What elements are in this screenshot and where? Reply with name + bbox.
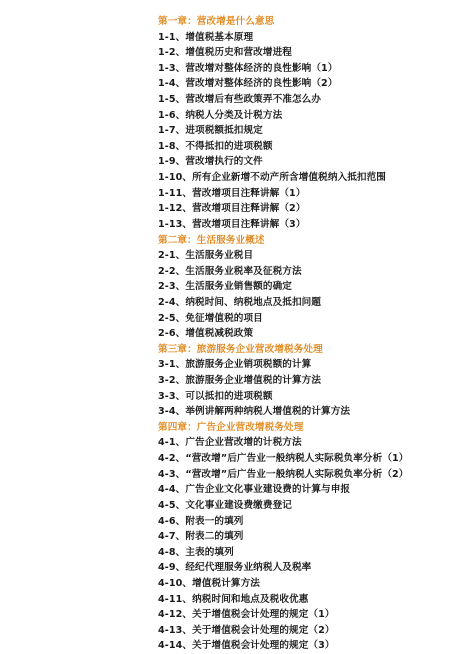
toc-item-title: 关于增值税会计处理的规定（2） <box>192 624 335 636</box>
chapter-heading <box>158 342 468 358</box>
toc-item-title: 可以抵扣的进项税额 <box>185 390 273 402</box>
toc-item <box>158 92 468 108</box>
toc-item-number: 1-6、 <box>158 109 186 121</box>
toc-item-number: 3-3、 <box>158 390 186 402</box>
toc-item-title: 免征增值税的项目 <box>185 312 263 324</box>
toc-item <box>158 154 468 170</box>
table-of-contents <box>158 14 468 654</box>
toc-item-title: 旅游服务企业增值税的计算方法 <box>185 375 322 387</box>
toc-item-title: 所有企业新增不动产所含增值税纳入抵扣范围 <box>192 172 386 184</box>
toc-item <box>158 529 468 545</box>
toc-item-title: 增值税历史和营改增进程 <box>185 47 292 59</box>
toc-item-number: 4-10、 <box>158 577 193 589</box>
toc-item-number: 1-12、 <box>158 203 193 215</box>
toc-item-number: 3-1、 <box>158 359 186 371</box>
toc-item-title: 生活服务业销售额的确定 <box>185 281 292 293</box>
toc-item <box>158 76 468 92</box>
toc-item <box>158 311 468 327</box>
toc-item-number: 1-9、 <box>158 156 186 168</box>
toc-item <box>158 30 468 46</box>
toc-item-number: 3-2、 <box>158 375 186 387</box>
toc-item-number: 2-4、 <box>158 296 186 308</box>
toc-item <box>158 623 468 639</box>
toc-item-title: 营改增项目注释讲解（1） <box>192 187 306 199</box>
toc-item <box>158 607 468 623</box>
toc-item-number: 1-11、 <box>158 187 193 199</box>
toc-item-title: 营改增执行的文件 <box>185 156 263 168</box>
toc-item-number: 4-8、 <box>158 546 186 558</box>
toc-item <box>158 498 468 514</box>
toc-item-title: 纳税时间和地点及税收优惠 <box>192 593 309 605</box>
toc-item-title: 主表的填列 <box>185 546 234 558</box>
toc-item <box>158 451 468 467</box>
toc-item-number: 1-7、 <box>158 125 186 137</box>
toc-item-number: 4-1、 <box>158 437 186 449</box>
toc-item-number: 1-5、 <box>158 94 186 106</box>
toc-item-number: 4-14、 <box>158 640 193 652</box>
toc-item <box>158 389 468 405</box>
toc-item-number: 2-5、 <box>158 312 186 324</box>
toc-item-number: 4-4、 <box>158 484 186 496</box>
toc-item <box>158 435 468 451</box>
toc-item <box>158 638 468 654</box>
toc-item-title: 不得抵扣的进项税额 <box>185 140 273 152</box>
toc-item-title: 营改增对整体经济的良性影响（1） <box>185 62 338 74</box>
chapter-title: 第三章：旅游服务企业营改增税务处理 <box>158 343 323 355</box>
toc-item-number: 4-7、 <box>158 531 186 543</box>
toc-item-number: 4-9、 <box>158 562 186 574</box>
toc-item <box>158 545 468 561</box>
toc-item <box>158 373 468 389</box>
chapter-title: 第四章：广告企业营改增税务处理 <box>158 421 304 433</box>
toc-item-title: 纳税人分类及计税方法 <box>185 109 283 121</box>
toc-item-title: 关于增值税会计处理的规定（1） <box>192 609 335 621</box>
toc-item <box>158 576 468 592</box>
toc-item-title: 营改增对整体经济的良性影响（2） <box>185 78 338 90</box>
toc-item-title: 营改增项目注释讲解（3） <box>192 218 306 230</box>
toc-item <box>158 404 468 420</box>
toc-item-title: 增值税基本原理 <box>185 31 254 43</box>
toc-item-title: 营改增后有些政策弄不准怎么办 <box>185 94 322 106</box>
toc-item <box>158 295 468 311</box>
toc-item-title: 文化事业建设费缴费登记 <box>185 499 292 511</box>
chapter-heading <box>158 420 468 436</box>
toc-item <box>158 264 468 280</box>
toc-item-title: 附表一的填列 <box>185 515 244 527</box>
toc-item-title: 增值税计算方法 <box>192 577 260 589</box>
toc-item-title: 经纪代理服务业纳税人及税率 <box>185 562 312 574</box>
toc-item-title: 生活服务业税率及征税方法 <box>185 265 302 277</box>
toc-item <box>158 139 468 155</box>
toc-item-number: 1-3、 <box>158 62 186 74</box>
toc-item <box>158 186 468 202</box>
toc-item <box>158 170 468 186</box>
toc-item <box>158 248 468 264</box>
toc-item <box>158 45 468 61</box>
toc-item-number: 1-8、 <box>158 140 186 152</box>
toc-item <box>158 279 468 295</box>
toc-item-title: 广告企业文化事业建设费的计算与申报 <box>185 484 351 496</box>
toc-item <box>158 217 468 233</box>
toc-item <box>158 482 468 498</box>
toc-item-title: 关于增值税会计处理的规定（3） <box>192 640 335 652</box>
toc-item-title: 生活服务业税目 <box>185 250 254 262</box>
toc-item-title: “营改增”后广告业一般纳税人实际税负率分析（1） <box>185 453 409 465</box>
toc-item-number: 4-12、 <box>158 609 193 621</box>
toc-item-number: 2-6、 <box>158 328 186 340</box>
toc-item-title: 增值税减税政策 <box>185 328 254 340</box>
toc-item-number: 1-4、 <box>158 78 186 90</box>
toc-item-title: 旅游服务企业销项税额的计算 <box>185 359 312 371</box>
toc-item <box>158 201 468 217</box>
toc-item <box>158 514 468 530</box>
toc-item-number: 2-3、 <box>158 281 186 293</box>
toc-item <box>158 357 468 373</box>
toc-item <box>158 592 468 608</box>
chapter-title: 第一章：营改增是什么意思 <box>158 16 275 27</box>
toc-item-number: 4-2、 <box>158 453 186 465</box>
toc-item <box>158 108 468 124</box>
toc-item-number: 4-3、 <box>158 468 186 480</box>
toc-item-number: 1-13、 <box>158 218 193 230</box>
toc-item-number: 4-6、 <box>158 515 186 527</box>
toc-item-number: 3-4、 <box>158 406 186 418</box>
toc-item-title: 举例讲解两种纳税人增值税的计算方法 <box>185 406 351 418</box>
toc-item <box>158 467 468 483</box>
toc-item <box>158 326 468 342</box>
toc-item-number: 4-11、 <box>158 593 193 605</box>
toc-item-number: 4-13、 <box>158 624 193 636</box>
chapter-heading <box>158 14 468 30</box>
toc-item-number: 4-5、 <box>158 499 186 511</box>
chapter-heading <box>158 233 468 249</box>
toc-item <box>158 560 468 576</box>
toc-item-number: 2-1、 <box>158 250 186 262</box>
toc-item-number: 1-2、 <box>158 47 186 59</box>
toc-item-title: “营改增”后广告业一般纳税人实际税负率分析（2） <box>185 468 409 480</box>
toc-item-title: 纳税时间、纳税地点及抵扣问题 <box>185 296 322 308</box>
toc-item-title: 广告企业营改增的计税方法 <box>185 437 302 449</box>
toc-item <box>158 123 468 139</box>
toc-item-number: 2-2、 <box>158 265 186 277</box>
toc-item-title: 营改增项目注释讲解（2） <box>192 203 306 215</box>
toc-item-title: 进项税额抵扣规定 <box>185 125 263 137</box>
toc-item-number: 1-1、 <box>158 31 186 43</box>
toc-item-number: 1-10、 <box>158 172 193 184</box>
toc-item <box>158 61 468 77</box>
chapter-title: 第二章：生活服务业概述 <box>158 234 265 246</box>
toc-item-title: 附表二的填列 <box>185 531 244 543</box>
